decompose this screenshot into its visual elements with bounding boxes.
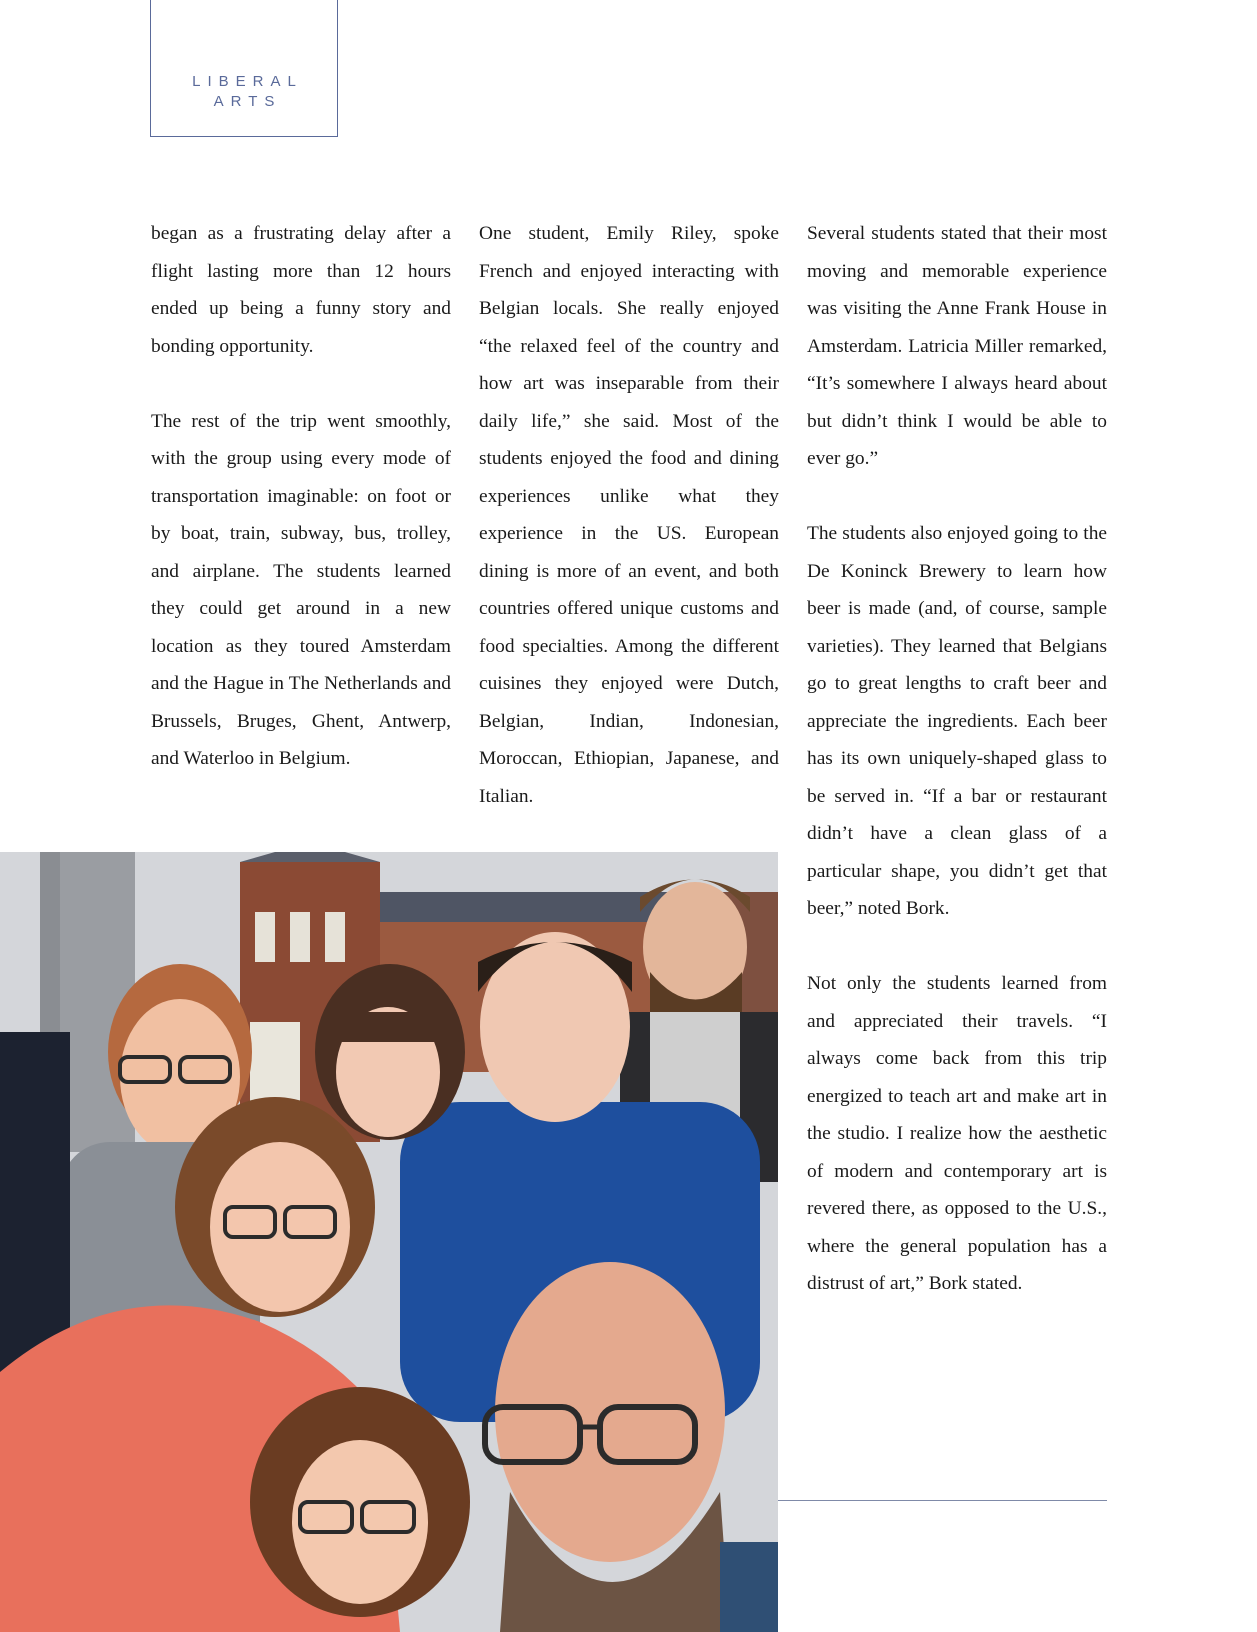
- paragraph: began as a frustrating delay after a flight lasting more than 12 hours ended up being a funny story and bonding opportunity.: [151, 223, 451, 357]
- article-column-2: [479, 215, 779, 815]
- section-label-box: [150, 0, 338, 137]
- paragraph: One student, Emily Riley, spoke French and enjoyed interacting with Belgian locals. She really enjoyed “the relaxed feel of the country and how art was inseparable from their daily life,” she said. Most of the students enjoyed the food and dining experiences unlike what they experience in the US. European dining is more of an event, and both countries offered unique customs and food specialties. Among the different cuisines they enjoyed were Dutch, Belgian, Indian, Indonesian, Moroccan, Ethiopian, Japanese, and Italian.: [479, 223, 779, 807]
- paragraph: The rest of the trip went smoothly, with the group using every mode of transportation imaginable: on foot or by boat, train, subway, bus, trolley, and airplane. The students learned they could get around in a new location as they toured Amsterdam and the Hague in The Netherlands and Brussels, Bruges, Ghent, Antwerp, and Waterloo in Belgium.: [151, 410, 451, 769]
- paragraph: Not only the students learned from and appreciated their travels. “I always come back from this trip energized to teach art and make art in the studio. I realize how the aesthetic of modern and contemporary art is revered there, as opposed to the U.S., where the general population has a distrust of art,” Bork stated.: [807, 973, 1107, 1294]
- section-label-line2: ARTS: [213, 93, 282, 110]
- group-photo: [0, 852, 778, 1632]
- paragraph: Several students stated that their most moving and memorable experience was visiting the Anne Frank House in Amsterdam. Latricia Miller remarked, “It’s somewhere I always heard about but didn’t think I would be able to ever go.”: [807, 223, 1107, 469]
- article-column-3: [807, 215, 1107, 1303]
- section-label-line1: LIBERAL: [192, 73, 303, 90]
- column-end-rule: [778, 1500, 1107, 1501]
- paragraph: The students also enjoyed going to the De Koninck Brewery to learn how beer is made (and, of course, sample varieties). They learned that Belgians go to great lengths to craft beer and appreciate the ingredients. Each beer has its own uniquely-shaped glass to be served in. “If a bar or restaurant didn’t have a clean glass of a particular shape, you didn’t get that beer,” noted Bork.: [807, 523, 1107, 919]
- article-column-1: [151, 215, 451, 778]
